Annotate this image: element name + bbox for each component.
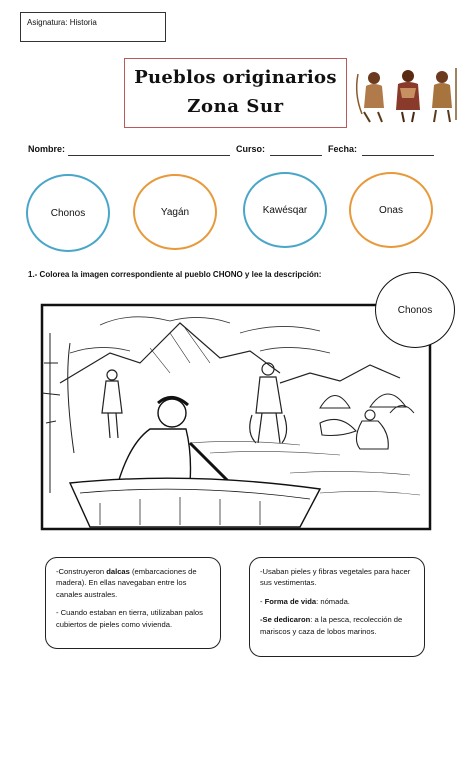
chono-scene-illustration xyxy=(40,303,432,531)
people-circle-chonos xyxy=(26,174,110,252)
info-paragraph: -Usaban pieles y fibras vegetales para hacer sus vestimentas. xyxy=(260,567,411,588)
figure-2 xyxy=(396,70,420,122)
info-paragraph: - Forma de vida: nómada. xyxy=(260,596,350,606)
date-label: Fecha: xyxy=(328,144,358,154)
keyword-forma-de-vida: Forma de vida xyxy=(264,596,317,606)
page-title: Pueblos originarios xyxy=(134,67,337,88)
subject-box xyxy=(20,12,166,42)
info-paragraph: -Construyeron dalcas (embarcaciones de madera). En ellas navegaban entre los canales australes. xyxy=(56,567,197,599)
people-label: Kawésqar xyxy=(262,204,308,216)
info-box-left xyxy=(45,557,221,649)
people-circle-onas xyxy=(349,172,433,248)
scene-label: Chonos xyxy=(397,304,433,316)
people-label: Chonos xyxy=(50,207,86,219)
indigenous-figures-illustration xyxy=(352,64,462,124)
course-field[interactable] xyxy=(270,155,322,156)
people-label: Onas xyxy=(379,204,403,216)
keyword-dalcas: dalcas xyxy=(106,567,130,576)
name-field[interactable] xyxy=(68,155,230,156)
scene-label-circle xyxy=(375,272,455,348)
people-label: Yagán xyxy=(160,206,190,218)
instruction-text: 1.- Colorea la imagen correspondiente al pueblo CHONO y lee la descripción: xyxy=(28,270,322,279)
info-box-right xyxy=(249,557,425,657)
info-paragraph: -Se dedicaron: a la pesca, recolección de mariscos y caza de lobos marinos. xyxy=(260,615,403,636)
people-circle-yagan xyxy=(133,174,217,250)
keyword-se-dedicaron: -Se dedicaron xyxy=(260,615,311,625)
figure-3 xyxy=(432,68,456,122)
people-circle-kawesqar xyxy=(243,172,327,248)
figure-1 xyxy=(357,72,384,122)
course-label: Curso: xyxy=(236,144,265,154)
title-box xyxy=(124,58,347,128)
name-label: Nombre: xyxy=(28,144,66,154)
subject-label: Asignatura: Historia xyxy=(27,18,97,27)
page-subtitle: Zona Sur xyxy=(187,96,284,117)
info-paragraph: - Cuando estaban en tierra, utilizaban palos cubiertos de pieles como vivienda. xyxy=(56,608,203,629)
date-field[interactable] xyxy=(362,155,434,156)
